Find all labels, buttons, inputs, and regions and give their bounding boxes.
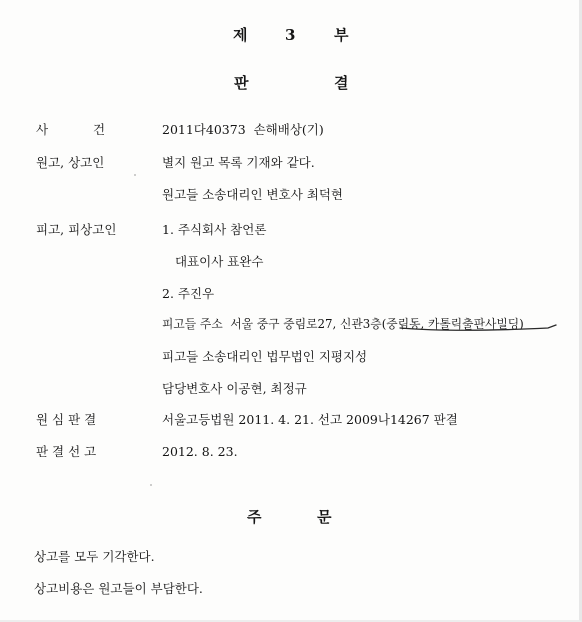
case-label-char-1: 사 xyxy=(36,122,49,137)
defendant-line-1: 1. 주식회사 참언론 xyxy=(162,222,267,237)
defendant-line-3: 2. 주진우 xyxy=(162,286,215,301)
order-line-2: 상고비용은 원고들이 부담한다. xyxy=(34,581,203,596)
lower-court-label: 원 심 판 결 xyxy=(36,412,97,427)
plaintiff-line-2: 원고들 소송대리인 변호사 최덕현 xyxy=(162,187,343,202)
case-value: 2011다40373 손해배상(기) xyxy=(162,122,324,137)
division-char-2: 3 xyxy=(285,26,296,44)
scan-speck xyxy=(134,174,136,176)
plaintiff-line-1: 별지 원고 목록 기재와 같다. xyxy=(162,155,315,170)
handwritten-underline xyxy=(398,316,558,332)
plaintiff-label: 원고, 상고인 xyxy=(36,155,105,170)
defendant-line-5: 피고들 소송대리인 법무법인 지평지성 xyxy=(162,349,368,364)
defendant-label: 피고, 피상고인 xyxy=(36,222,117,237)
judgment-title-char-1: 판 xyxy=(234,74,249,92)
lower-court-value: 서울고등법원 2011. 4. 21. 선고 2009나14267 판결 xyxy=(162,412,458,427)
defendant-line-6: 담당변호사 이공현, 최정규 xyxy=(162,381,307,396)
order-line-1: 상고를 모두 기각한다. xyxy=(34,549,155,564)
judgment-date-value: 2012. 8. 23. xyxy=(162,444,238,459)
order-heading-char-1: 주 xyxy=(247,508,262,526)
division-char-1: 제 xyxy=(233,26,248,44)
defendant-line-4: 피고들 주소 서울 중구 중림로27, 신관3층(중림동, 카톨릭출판사빌딩) xyxy=(162,317,524,331)
defendant-line-2: 대표이사 표완수 xyxy=(175,254,264,269)
judgment-date-label: 판 결 선 고 xyxy=(36,444,97,459)
scan-speck xyxy=(150,484,152,486)
order-heading-char-2: 문 xyxy=(317,508,332,526)
division-char-3: 부 xyxy=(334,26,349,44)
case-label-char-2: 건 xyxy=(93,122,106,137)
judgment-title-char-2: 결 xyxy=(334,74,349,92)
